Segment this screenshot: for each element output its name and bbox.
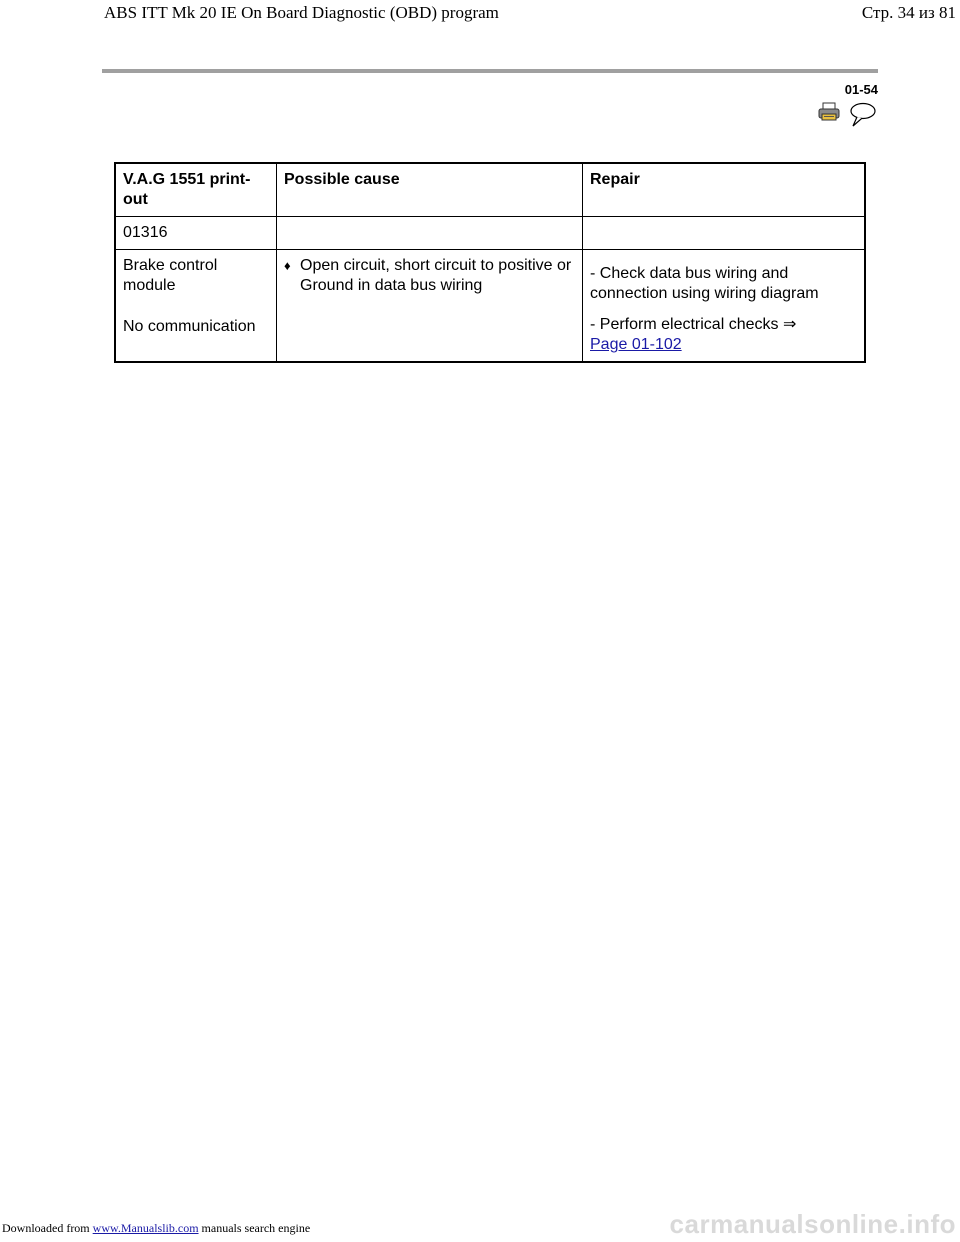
cause-text: Open circuit, short circuit to positive or Ground in data bus wiring <box>300 257 572 294</box>
icon-toolbar <box>818 102 876 133</box>
page-counter: Стр. 34 из 81 <box>861 3 956 22</box>
cause-cell <box>277 250 583 363</box>
header-repair: Repair <box>583 163 866 217</box>
manualslib-link[interactable]: www.Manualslib.com <box>92 1221 199 1235</box>
empty-cell <box>277 217 583 250</box>
code-row <box>115 217 865 250</box>
page-number: 01-54 <box>844 82 878 97</box>
download-footer <box>2 1221 310 1236</box>
table-header-row <box>115 163 865 217</box>
diamond-bullet-icon: ♦ <box>284 258 291 273</box>
header-possible-cause: Possible cause <box>277 163 583 217</box>
page-link[interactable]: Page 01-102 <box>590 336 682 353</box>
speech-bubble-icon[interactable] <box>848 102 876 133</box>
repair-step: - Check data bus wiring and connection using wiring diagram <box>590 265 819 302</box>
repair-step: - Perform electrical checks ⇒ <box>590 316 797 333</box>
cause-bullet <box>284 256 575 296</box>
header-rule <box>102 69 878 73</box>
fault-code: 01316 <box>115 217 277 250</box>
printer-icon[interactable] <box>818 102 840 133</box>
printout-cell <box>115 250 277 363</box>
printout-line: Brake control module <box>123 257 218 294</box>
fault-table <box>114 162 866 363</box>
empty-cell <box>583 217 866 250</box>
footer-suffix: manuals search engine <box>198 1221 311 1235</box>
document-title: ABS ITT Mk 20 IE On Board Diagnostic (OBD) program <box>104 3 499 22</box>
footer-prefix: Downloaded from <box>2 1221 90 1235</box>
table-row <box>115 250 865 363</box>
watermark: carmanualsonline.info <box>669 1209 956 1239</box>
repair-cell <box>583 250 866 363</box>
header-printout: V.A.G 1551 print-out <box>115 163 277 217</box>
printout-line: No communication <box>123 318 256 335</box>
